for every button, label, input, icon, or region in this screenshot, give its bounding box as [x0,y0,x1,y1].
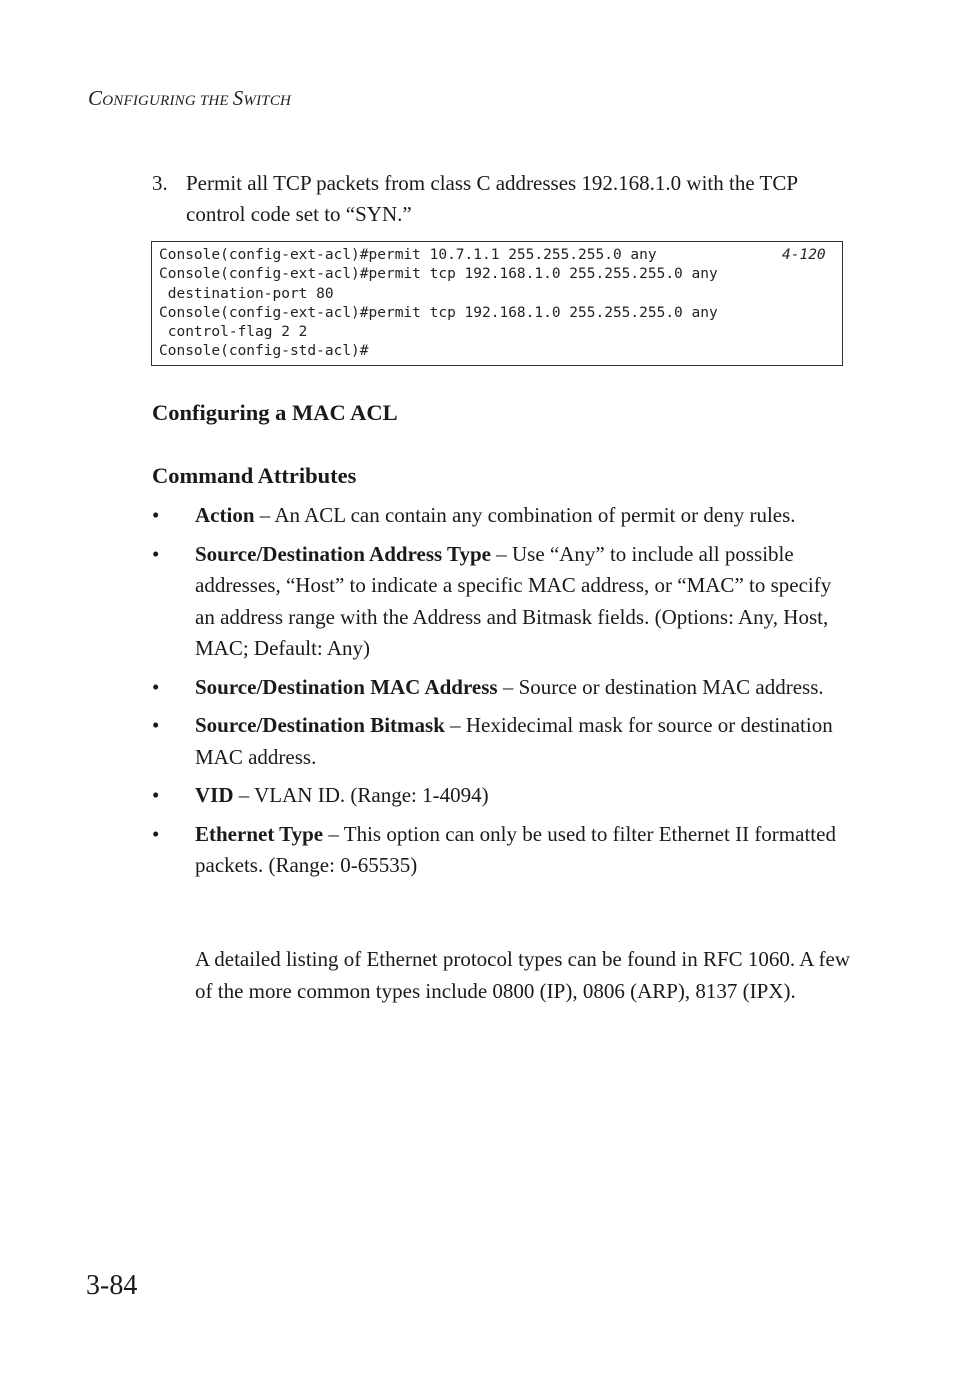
bullet-icon: • [152,503,160,527]
attribute-term: Source/Destination MAC Address [195,674,498,699]
bullet-icon: • [152,821,160,846]
attribute-desc: – Use “Any” to include all possible addresses, “Host” to indicate a specific MAC address, or “MAC” to specify an address range with the Address and Bitmask fields. (Options: Any, Host, MAC; Default: Any) [195,541,832,660]
bullet-icon: • [152,541,160,566]
bullet-icon: • [152,713,160,737]
code-line: Console(config-ext-acl)#permit tcp 192.168.1.0 255.255.255.0 any [159,266,718,283]
step-number: 3. [152,171,168,195]
bullet-icon: • [152,783,160,807]
code-line [159,246,842,265]
attribute-list [152,500,852,889]
list-item [152,710,852,773]
step-text: Permit all TCP packets from class C addresses 192.168.1.0 with the TCP control code set to “SYN.” [186,171,798,226]
running-head-text-2: WITCH [243,93,292,109]
list-item [152,539,852,665]
attribute-term: Source/Destination Bitmask [195,713,445,737]
code-reference: 4-120 [782,247,826,263]
attribute-term: VID [195,783,234,807]
attribute-desc: – An ACL can contain any combination of permit or deny rules. [254,503,796,527]
attribute-desc: – Source or destination MAC address. [497,674,824,699]
code-line: Console(config-ext-acl)#permit tcp 192.168.1.0 255.255.255.0 any [159,304,718,321]
section-title: Configuring a MAC ACL [152,400,398,425]
code-line: control-flag 2 2 [159,324,308,341]
attribute-term: Action [195,503,255,527]
list-item [152,500,852,532]
code-line-text: Console(config-ext-acl)#permit 10.7.1.1 255.255.255.0 any [159,247,657,263]
running-head-initial-c: C [88,86,103,110]
code-example [151,241,843,366]
attribute-desc: – Hexidecimal mask for source or destination MAC address. [195,713,833,769]
code-line: destination-port 80 [159,285,334,302]
list-item [152,819,852,882]
attribute-term: Ethernet Type [195,821,324,846]
list-item [152,780,852,812]
page-number: 3-84 [86,1270,138,1301]
step-3 [152,168,842,230]
attribute-desc: – This option can only be used to filter Ethernet II formatted packets. (Range: 0-65535) [195,821,836,877]
section-subtitle: Command Attributes [152,463,357,488]
ethernet-type-note: A detailed listing of Ethernet protocol types can be found in RFC 1060. A few of the more common types include 0800 (IP), 0806 (ARP), 8137 (IPX). [195,947,850,1003]
attribute-term: Source/Destination Address Type [195,541,491,566]
attribute-desc: – VLAN ID. (Range: 1-4094) [233,783,489,807]
code-line: Console(config-std-acl)# [159,343,369,360]
running-head-text-1: ONFIGURING THE [102,93,233,109]
running-head [88,86,291,111]
bullet-icon: • [152,674,160,699]
running-head-initial-s: S [232,86,244,110]
list-item [152,672,852,704]
